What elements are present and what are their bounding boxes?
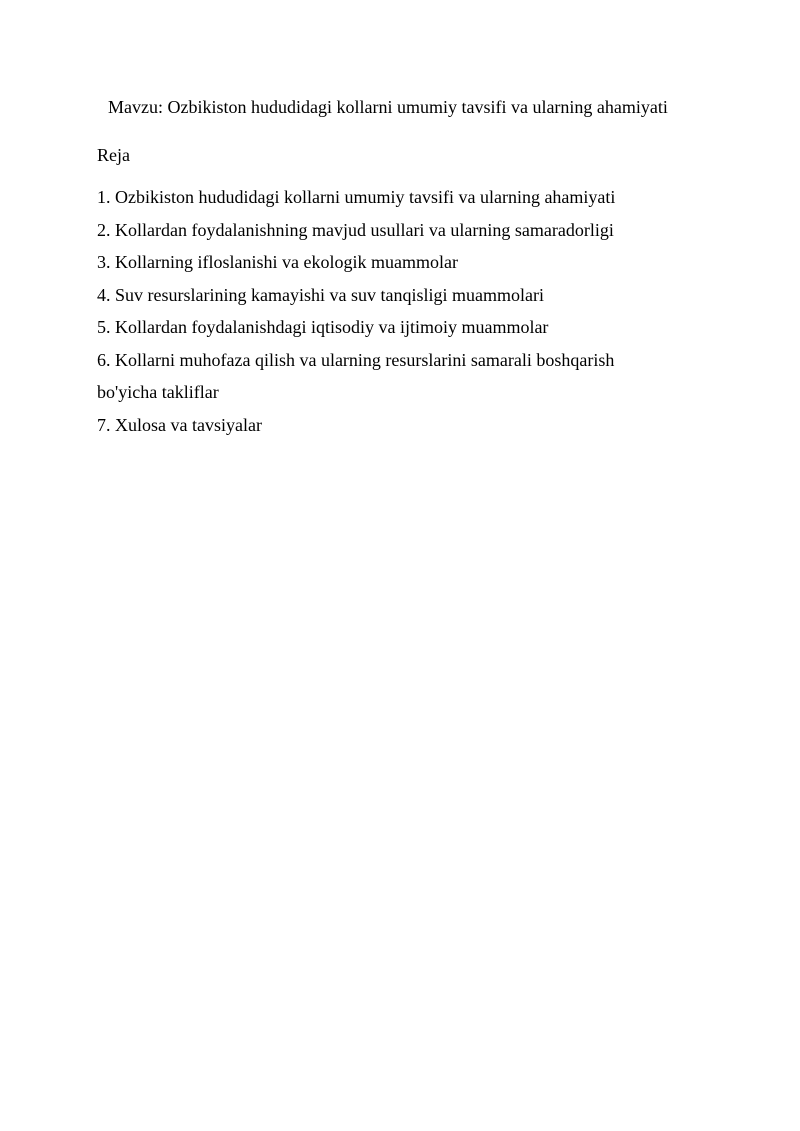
- document-title: Mavzu: Ozbikiston hududidagi kollarni umumiy tavsifi va ularning ahamiyati: [108, 97, 668, 117]
- plan-item: 7. Xulosa va tavsiyalar: [97, 414, 262, 435]
- plan-item-continuation: bo'yicha takliflar: [97, 382, 219, 402]
- plan-list: [97, 181, 697, 441]
- plan-heading: Reja: [97, 145, 130, 165]
- plan-item: 2. Kollardan foydalanishning mavjud usullari va ularning samaradorligi: [97, 219, 614, 240]
- plan-item: 1. Ozbikiston hududidagi kollarni umumiy tavsifi va ularning ahamiyati: [97, 187, 616, 207]
- plan-item: 3. Kollarning ifloslanishi va ekologik muammolar: [97, 252, 458, 272]
- plan-item: 4. Suv resurslarining kamayishi va suv tanqisligi muammolari: [97, 284, 544, 305]
- plan-item: 6. Kollarni muhofaza qilish va ularning resurslarini samarali boshqarish: [97, 349, 615, 370]
- plan-item: 5. Kollardan foydalanishdagi iqtisodiy va ijtimoiy muammolar: [97, 317, 549, 337]
